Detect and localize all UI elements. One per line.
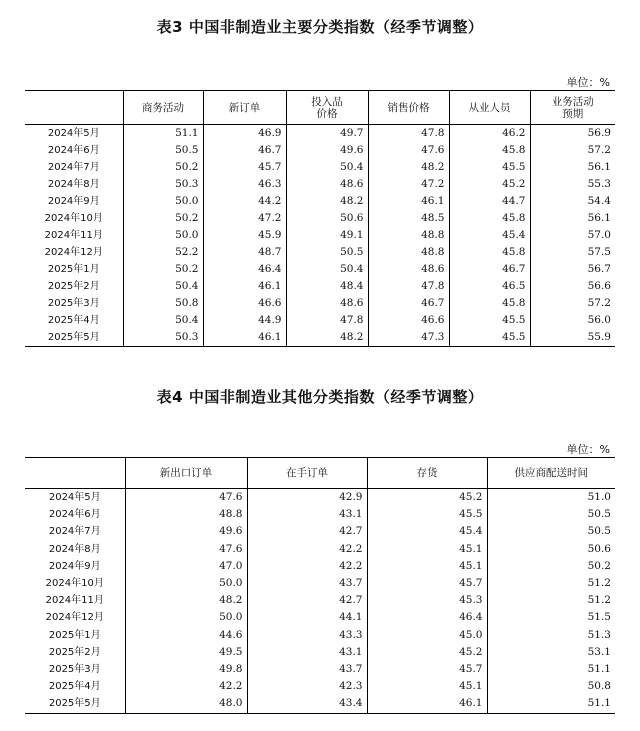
- table-cell: 48.5: [368, 210, 449, 227]
- table-row: [25, 644, 615, 661]
- table-cell: 48.8: [368, 244, 449, 261]
- table-cell: 48.8: [368, 227, 449, 244]
- table3-column-header: 业务活动 预期: [530, 91, 615, 125]
- table3: [25, 90, 615, 347]
- row-label: 2024年8月: [47, 179, 100, 190]
- table-cell: 57.0: [530, 227, 615, 244]
- table-cell: 45.8: [449, 244, 530, 261]
- table-cell: 47.2: [368, 176, 449, 193]
- table-cell: 44.1: [247, 609, 367, 626]
- table-cell: 46.4: [367, 609, 487, 626]
- table-cell: 50.0: [125, 575, 247, 592]
- table-cell: 46.2: [449, 125, 530, 143]
- table-cell: 45.1: [367, 678, 487, 695]
- table-cell: 45.2: [367, 644, 487, 661]
- table-cell: 49.8: [125, 661, 247, 678]
- table-cell: 42.7: [247, 592, 367, 609]
- row-label: 2024年11月: [45, 595, 104, 607]
- table-cell: 45.4: [367, 523, 487, 540]
- table-cell: 50.5: [123, 142, 203, 159]
- row-label: 2024年12月: [45, 612, 104, 624]
- table-cell: 57.2: [530, 295, 615, 312]
- table-cell: 43.7: [247, 575, 367, 592]
- table-cell: 48.2: [125, 592, 247, 609]
- row-label: 2025年1月: [47, 264, 100, 275]
- row-label: 2024年10月: [44, 213, 103, 224]
- table-cell: 45.2: [449, 176, 530, 193]
- table-cell: 49.1: [286, 227, 368, 244]
- table-cell: 42.9: [247, 489, 367, 507]
- table-cell: 51.2: [487, 592, 615, 609]
- table-row: [25, 575, 615, 592]
- table-row: [25, 176, 615, 193]
- table4-column-header: 供应商配送时间: [487, 458, 615, 489]
- table-cell: 50.4: [286, 261, 368, 278]
- table-cell: 51.5: [487, 609, 615, 626]
- table4: [25, 457, 615, 714]
- table-cell: 50.5: [487, 523, 615, 540]
- table-cell: 45.5: [449, 329, 530, 347]
- row-label: 2025年1月: [48, 629, 101, 641]
- row-label: 2024年12月: [44, 247, 103, 258]
- table-cell: 46.1: [203, 329, 286, 347]
- table-cell: 49.5: [125, 644, 247, 661]
- table-cell: 50.0: [125, 609, 247, 626]
- table-cell: 42.2: [125, 678, 247, 695]
- table-row: [25, 506, 615, 523]
- table-row: [25, 592, 615, 609]
- row-label: 2024年7月: [48, 526, 101, 538]
- table-cell: 46.1: [367, 695, 487, 713]
- table-cell: 44.2: [203, 193, 286, 210]
- table4-body: [25, 489, 615, 714]
- table-cell: 47.2: [203, 210, 286, 227]
- table-cell: 48.0: [125, 695, 247, 713]
- table-cell: 57.5: [530, 244, 615, 261]
- table-cell: 48.2: [286, 329, 368, 347]
- table-cell: 50.5: [487, 506, 615, 523]
- table3-unit: 单位：%: [566, 76, 610, 89]
- table4-column-header: 存货: [367, 458, 487, 489]
- row-label: 2024年9月: [48, 560, 101, 572]
- table-cell: 47.6: [125, 541, 247, 558]
- table-cell: 51.1: [487, 695, 615, 713]
- table-cell: 50.8: [123, 295, 203, 312]
- table-row: [25, 244, 615, 261]
- table-row: [25, 193, 615, 210]
- table-cell: 50.5: [286, 244, 368, 261]
- table-cell: 52.2: [123, 244, 203, 261]
- table-cell: 57.2: [530, 142, 615, 159]
- row-label: 2024年10月: [45, 578, 104, 590]
- table-cell: 46.7: [449, 261, 530, 278]
- table-cell: 42.2: [247, 558, 367, 575]
- table-cell: 51.0: [487, 489, 615, 507]
- table-row: [25, 329, 615, 347]
- table-cell: 50.2: [487, 558, 615, 575]
- table-cell: 42.3: [247, 678, 367, 695]
- row-label: 2024年9月: [47, 196, 100, 207]
- table-cell: 42.2: [247, 541, 367, 558]
- table-cell: 54.4: [530, 193, 615, 210]
- table-row: [25, 125, 615, 143]
- table-cell: 46.9: [203, 125, 286, 143]
- table-row: [25, 295, 615, 312]
- table-cell: 45.7: [203, 159, 286, 176]
- row-label: 2024年11月: [44, 230, 103, 241]
- table-row: [25, 227, 615, 244]
- table-cell: 50.3: [123, 329, 203, 347]
- table-cell: 45.3: [367, 592, 487, 609]
- table-cell: 45.5: [449, 312, 530, 329]
- table-cell: 47.6: [368, 142, 449, 159]
- table3-title: 表3 中国非制造业主要分类指数（经季节调整）: [156, 18, 484, 36]
- table-row: [25, 261, 615, 278]
- table-cell: 46.7: [368, 295, 449, 312]
- table-cell: 45.5: [449, 159, 530, 176]
- row-label: 2025年4月: [48, 681, 101, 693]
- table-cell: 51.3: [487, 627, 615, 644]
- table-cell: 48.6: [286, 295, 368, 312]
- table-cell: 48.2: [368, 159, 449, 176]
- table-cell: 49.6: [286, 142, 368, 159]
- table-cell: 45.1: [367, 558, 487, 575]
- table-cell: 53.1: [487, 644, 615, 661]
- table-cell: 45.9: [203, 227, 286, 244]
- table-cell: 43.3: [247, 627, 367, 644]
- table-cell: 46.4: [203, 261, 286, 278]
- row-label: 2024年6月: [47, 145, 100, 156]
- table-cell: 50.4: [286, 159, 368, 176]
- table-cell: 51.1: [123, 125, 203, 143]
- table-cell: 46.6: [203, 295, 286, 312]
- table-cell: 50.2: [123, 159, 203, 176]
- table-cell: 50.3: [123, 176, 203, 193]
- table-cell: 45.8: [449, 142, 530, 159]
- table-cell: 47.8: [286, 312, 368, 329]
- table3-column-header: 投入品 价格: [286, 91, 368, 125]
- table-cell: 50.0: [123, 193, 203, 210]
- table-cell: 55.3: [530, 176, 615, 193]
- table-row: [25, 142, 615, 159]
- table4-header-row: [25, 458, 615, 489]
- table-cell: 43.7: [247, 661, 367, 678]
- row-label: 2024年5月: [47, 128, 100, 139]
- table-cell: 45.7: [367, 575, 487, 592]
- table-row: [25, 489, 615, 507]
- table-row: [25, 159, 615, 176]
- table-row: [25, 609, 615, 626]
- table-cell: 56.1: [530, 210, 615, 227]
- row-label: 2025年5月: [48, 698, 101, 710]
- table-cell: 44.9: [203, 312, 286, 329]
- table-cell: 45.7: [367, 661, 487, 678]
- table-cell: 47.8: [368, 125, 449, 143]
- row-label: 2024年7月: [47, 162, 100, 173]
- table-cell: 50.6: [487, 541, 615, 558]
- row-label: 2025年5月: [47, 332, 100, 343]
- table-cell: 56.7: [530, 261, 615, 278]
- table-cell: 50.4: [123, 278, 203, 295]
- table-cell: 47.3: [368, 329, 449, 347]
- table-cell: 45.1: [367, 541, 487, 558]
- row-label: 2025年4月: [47, 315, 100, 326]
- row-label: 2025年2月: [48, 646, 101, 658]
- table-cell: 50.8: [487, 678, 615, 695]
- table-cell: 42.7: [247, 523, 367, 540]
- table3-column-header: 新订单: [203, 91, 286, 125]
- table-cell: 45.4: [449, 227, 530, 244]
- table3-header-row: [25, 91, 615, 125]
- table-cell: 48.4: [286, 278, 368, 295]
- table3-body: [25, 125, 615, 347]
- table-cell: 44.6: [125, 627, 247, 644]
- table4-corner-cell: [25, 458, 125, 489]
- table-row: [25, 523, 615, 540]
- table-row: [25, 695, 615, 713]
- table-row: [25, 558, 615, 575]
- table-row: [25, 210, 615, 227]
- table-cell: 49.7: [286, 125, 368, 143]
- table3-column-header: 从业人员: [449, 91, 530, 125]
- table-row: [25, 541, 615, 558]
- table-cell: 43.1: [247, 506, 367, 523]
- table-cell: 46.1: [368, 193, 449, 210]
- table-row: [25, 312, 615, 329]
- table-cell: 44.7: [449, 193, 530, 210]
- table-cell: 47.8: [368, 278, 449, 295]
- table-cell: 49.6: [125, 523, 247, 540]
- table4-column-header: 在手订单: [247, 458, 367, 489]
- table-cell: 48.6: [368, 261, 449, 278]
- table-cell: 46.7: [203, 142, 286, 159]
- table4-title: 表4 中国非制造业其他分类指数（经季节调整）: [156, 388, 484, 406]
- table4-column-header: 新出口订单: [125, 458, 247, 489]
- table-cell: 45.2: [367, 489, 487, 507]
- table-cell: 45.8: [449, 210, 530, 227]
- table-row: [25, 627, 615, 644]
- table-cell: 51.2: [487, 575, 615, 592]
- table-cell: 56.0: [530, 312, 615, 329]
- table-cell: 43.4: [247, 695, 367, 713]
- table-cell: 45.0: [367, 627, 487, 644]
- table3-column-header: 商务活动: [123, 91, 203, 125]
- table-cell: 45.8: [449, 295, 530, 312]
- table-cell: 43.1: [247, 644, 367, 661]
- table-cell: 46.6: [368, 312, 449, 329]
- table-cell: 50.2: [123, 261, 203, 278]
- table-cell: 48.6: [286, 176, 368, 193]
- row-label: 2025年2月: [47, 281, 100, 292]
- row-label: 2025年3月: [48, 664, 101, 676]
- table-cell: 50.2: [123, 210, 203, 227]
- table-cell: 56.9: [530, 125, 615, 143]
- table4-unit: 单位：%: [566, 443, 610, 456]
- table-cell: 50.0: [123, 227, 203, 244]
- table3-column-header: 销售价格: [368, 91, 449, 125]
- table-cell: 48.7: [203, 244, 286, 261]
- table-row: [25, 678, 615, 695]
- table-row: [25, 278, 615, 295]
- table-cell: 46.1: [203, 278, 286, 295]
- table-cell: 47.6: [125, 489, 247, 507]
- table-cell: 46.5: [449, 278, 530, 295]
- table-cell: 51.1: [487, 661, 615, 678]
- row-label: 2024年5月: [48, 492, 101, 503]
- table-cell: 50.4: [123, 312, 203, 329]
- table-cell: 50.6: [286, 210, 368, 227]
- table-cell: 56.1: [530, 159, 615, 176]
- row-label: 2025年3月: [47, 298, 100, 309]
- table-cell: 55.9: [530, 329, 615, 347]
- table-cell: 45.5: [367, 506, 487, 523]
- table-cell: 48.2: [286, 193, 368, 210]
- table-cell: 56.6: [530, 278, 615, 295]
- table3-corner-cell: [25, 91, 123, 125]
- table-row: [25, 661, 615, 678]
- row-label: 2024年8月: [48, 543, 101, 555]
- row-label: 2024年6月: [48, 509, 101, 521]
- table-cell: 48.8: [125, 506, 247, 523]
- table-cell: 47.0: [125, 558, 247, 575]
- table-cell: 46.3: [203, 176, 286, 193]
